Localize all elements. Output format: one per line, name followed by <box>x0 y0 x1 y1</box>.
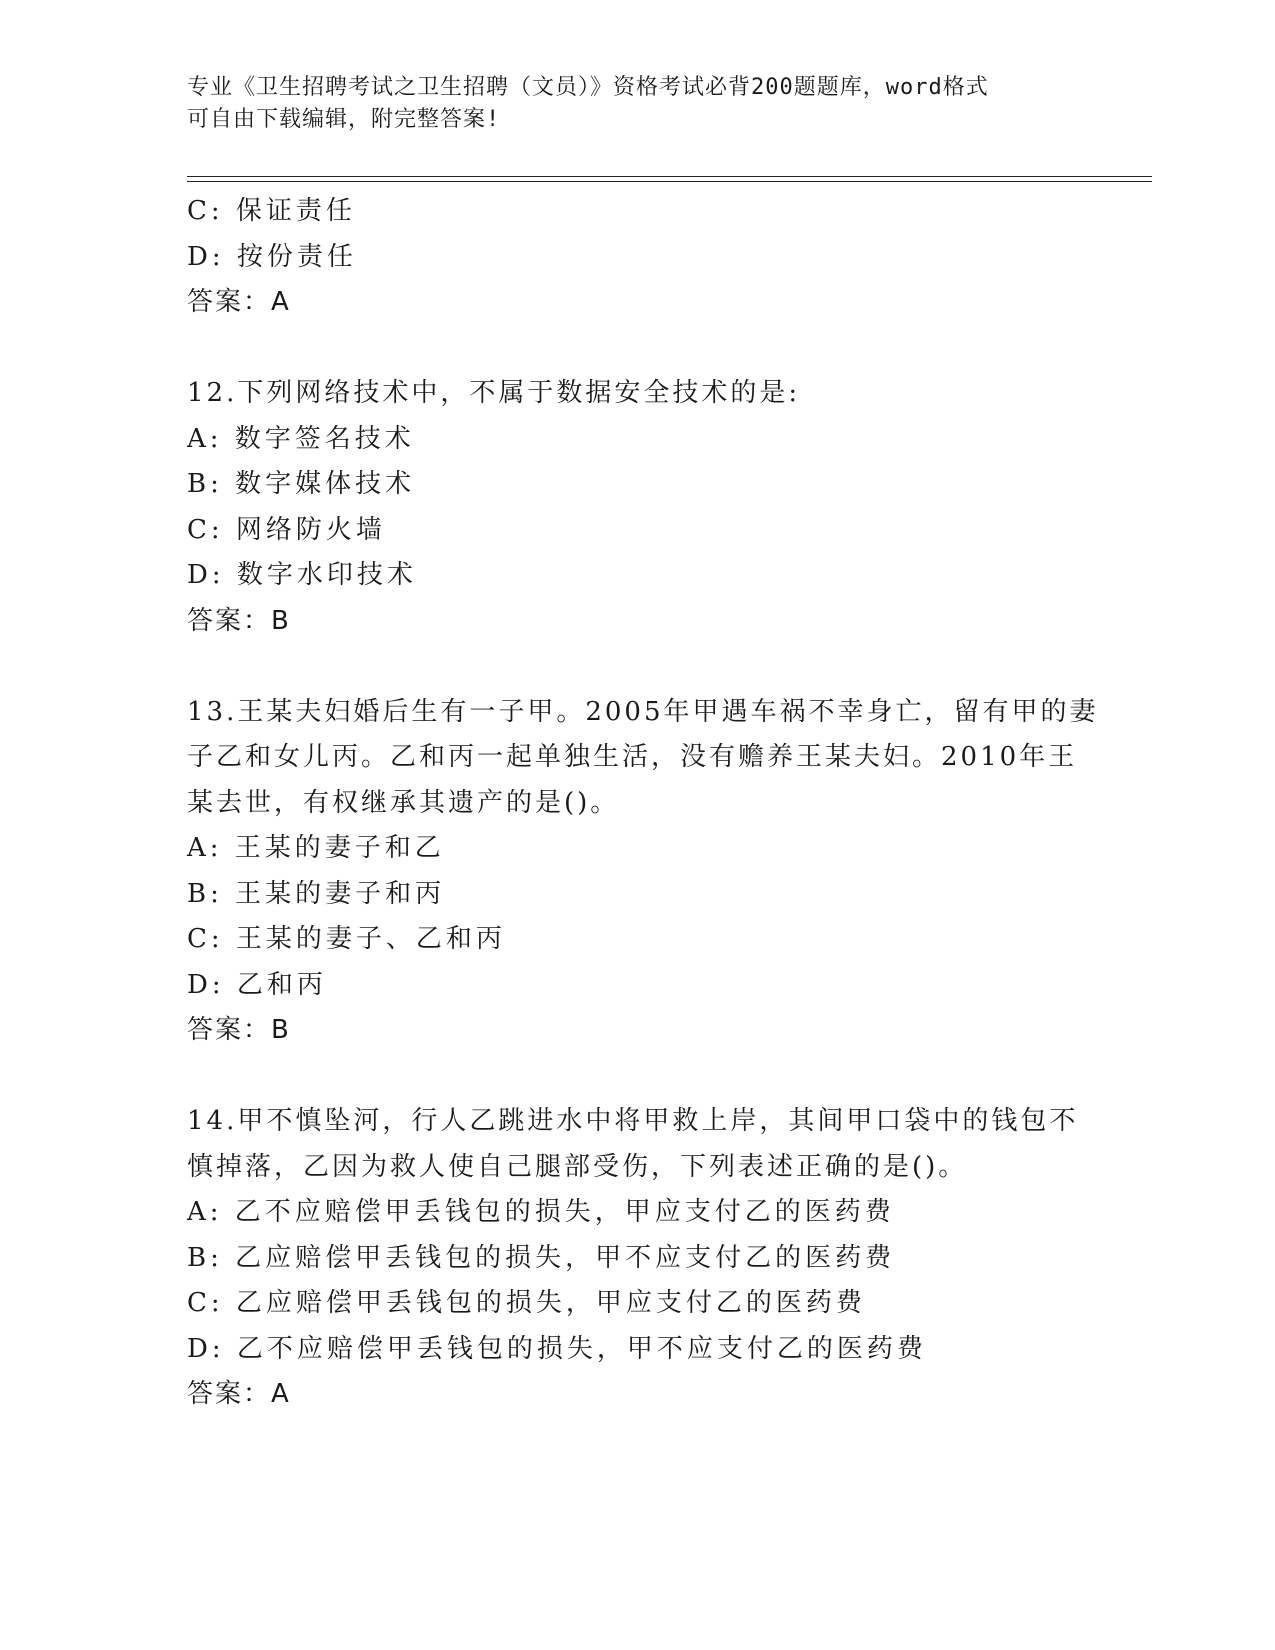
header-divider-bottom <box>187 181 1152 182</box>
answer-line: 答案：B <box>187 605 291 636</box>
page-header <box>187 72 1067 136</box>
option-a: A: 乙不应赔偿甲丢钱包的损失，甲应支付乙的医药费 <box>187 1197 895 1227</box>
question-stem <box>187 690 1147 827</box>
question-stem-line: 子乙和女儿丙。乙和丙一起单独生活，没有赡养王某夫妇。2010年王 <box>187 742 1078 772</box>
option-a: A: 王某的妻子和乙 <box>187 833 445 863</box>
option-c: C: 王某的妻子、乙和丙 <box>187 924 506 954</box>
question-spacer <box>187 1054 1147 1100</box>
question-11-tail <box>187 189 1147 326</box>
question-stem-line: 慎掉落，乙因为救人使自己腿部受伤，下列表述正确的是()。 <box>187 1151 968 1182</box>
option-b: B: 乙应赔偿甲丢钱包的损失，甲不应支付乙的医药费 <box>187 1242 896 1273</box>
option-a: A: 数字签名技术 <box>187 423 415 454</box>
option-d: D: 按份责任 <box>187 241 357 272</box>
question-list <box>187 189 1147 1418</box>
option-d: D: 数字水印技术 <box>187 560 417 590</box>
question-stem-line: 14.甲不慎坠河，行人乙跳进水中将甲救上岸，其间甲口袋中的钱包不 <box>187 1106 1079 1136</box>
answer-line: 答案：B <box>187 1015 291 1045</box>
answer-line: 答案：A <box>187 287 291 317</box>
option-c: C: 保证责任 <box>187 196 356 226</box>
question-12 <box>187 371 1147 644</box>
question-spacer <box>187 326 1147 372</box>
option-b: B: 数字媒体技术 <box>187 469 416 499</box>
question-stem <box>187 1099 1147 1190</box>
question-stem-line: 某去世，有权继承其遗产的是()。 <box>187 787 620 818</box>
option-c: C: 网络防火墙 <box>187 514 386 545</box>
answer-line: 答案：A <box>187 1379 291 1409</box>
question-13 <box>187 690 1147 1054</box>
option-d: D: 乙不应赔偿甲丢钱包的损失，甲不应支付乙的医药费 <box>187 1333 927 1364</box>
question-stem-line: 12.下列网络技术中，不属于数据安全技术的是: <box>187 378 801 408</box>
question-14 <box>187 1099 1147 1418</box>
header-title-line-2: 可自由下载编辑，附完整答案! <box>187 107 501 132</box>
question-stem-line: 13.王某夫妇婚后生有一子甲。2005年甲遇车祸不幸身亡，留有甲的妻 <box>187 696 1099 727</box>
header-title-line-1: 专业《卫生招聘考试之卫生招聘（文员）》资格考试必背200题题库，word格式 <box>187 75 989 100</box>
header-divider-top <box>187 176 1152 177</box>
option-d: D: 乙和丙 <box>187 969 327 1000</box>
option-c: C: 乙应赔偿甲丢钱包的损失，甲应支付乙的医药费 <box>187 1288 866 1318</box>
question-stem <box>187 371 1147 417</box>
option-b: B: 王某的妻子和丙 <box>187 878 446 909</box>
question-spacer <box>187 644 1147 690</box>
